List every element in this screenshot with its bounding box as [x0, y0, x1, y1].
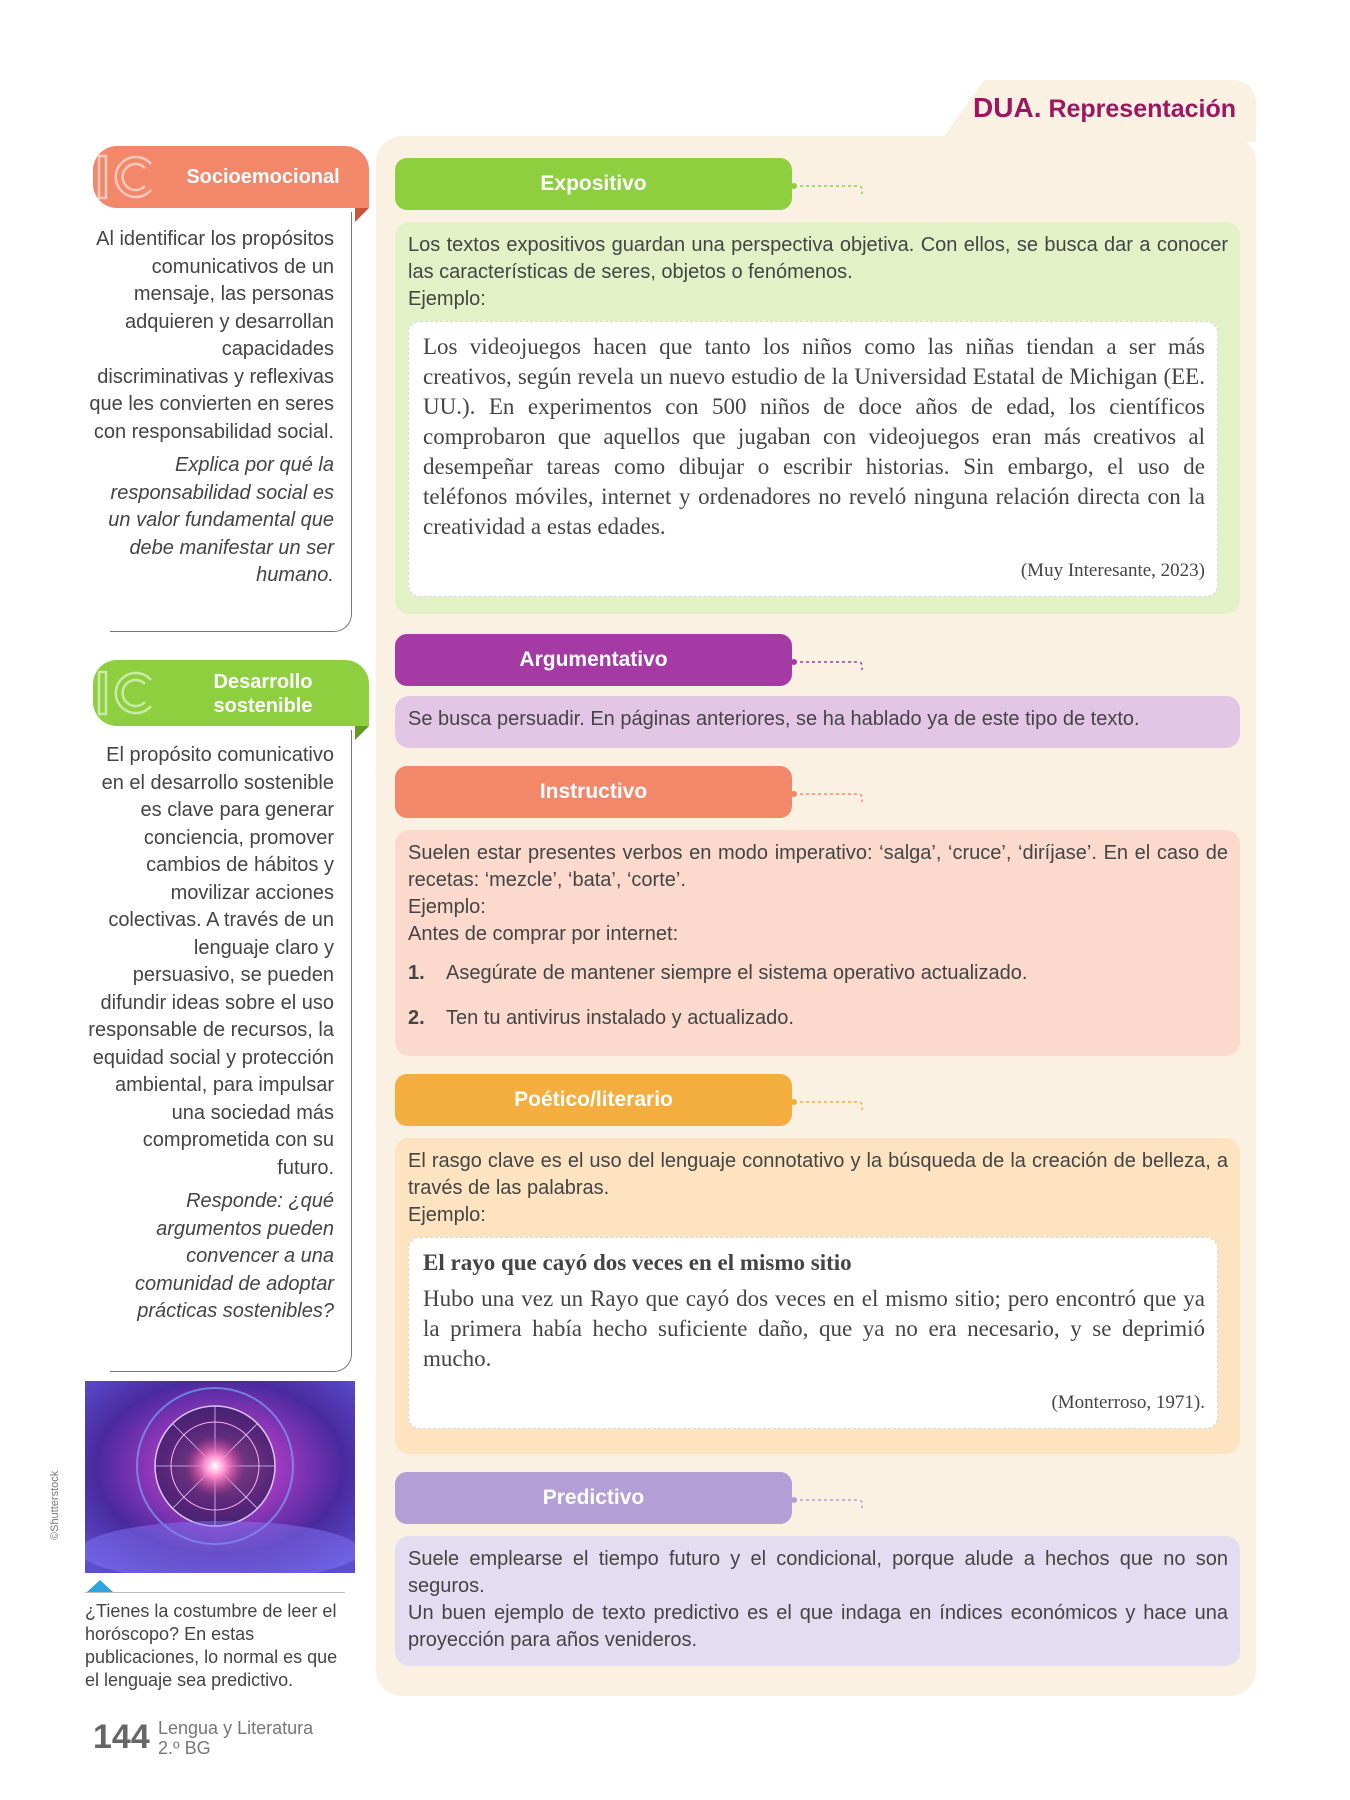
argumentativo-title: Argumentativo — [395, 634, 792, 686]
instructivo-steps — [408, 960, 1228, 1032]
badge-fold — [355, 208, 369, 222]
socioemocional-badge — [93, 146, 369, 208]
ic-logo-icon — [95, 664, 157, 722]
expositivo-title: Expositivo — [395, 158, 792, 210]
sostenible-title-line1: Desarrollo — [213, 671, 313, 693]
argumentativo-text: Se busca persuadir. En páginas anteriores, se ha hablado ya de este tipo de texto. — [408, 708, 1140, 730]
sostenible-text: El propósito comunicativo en el desarrollo sostenible es clave para generar conciencia, promover cambios de hábitos y movilizar acciones colectivas. A través de un lenguaje claro y persuasivo, se pueden difundir ideas sobre el uso responsable de recursos, la equidad social y protección ambiental, para impulsar una sociedad más comprometida con su futuro. — [88, 744, 334, 1179]
instructivo-intro: Antes de comprar por internet: — [408, 923, 679, 945]
caption-triangle-icon — [87, 1580, 113, 1592]
instructivo-box — [395, 830, 1240, 1056]
step-text: Ten tu antivirus instalado y actualizado. — [446, 1007, 794, 1029]
caption-divider — [85, 1592, 345, 1593]
expositivo-box — [395, 222, 1240, 614]
dua-label: DUA. — [973, 92, 1042, 123]
poetico-quote: Hubo una vez un Rayo que cayó dos veces en el mismo sitio; pero encontró que ya la primera había hecho suficiente daño, que ya no era necesario, y se deprimió mucho. — [423, 1286, 1205, 1371]
ic-logo-icon — [95, 150, 157, 204]
socioemocional-panel — [88, 226, 334, 590]
sostenible-question: Responde: ¿qué argumentos pueden convencer a una comunidad de adoptar prácticas sostenibles? — [134, 1190, 334, 1322]
horoscope-photo — [85, 1381, 355, 1573]
subject-name: Lengua y Literatura — [158, 1718, 314, 1738]
step-text: Asegúrate de mantener siempre el sistema operativo actualizado. — [446, 962, 1028, 984]
expositivo-quote-card — [408, 321, 1218, 597]
expositivo-connector — [792, 160, 864, 194]
poetico-example-label: Ejemplo: — [408, 1204, 486, 1226]
dua-heading — [973, 92, 1236, 124]
poetico-title: Poético/literario — [395, 1074, 792, 1126]
predictivo-text-2: Un buen ejemplo de texto predictivo es el que indaga en índices económicos y hace una proyección para años venideros. — [408, 1602, 1228, 1651]
poetico-quote-card — [408, 1237, 1218, 1429]
poetico-quote-title: El rayo que cayó dos veces en el mismo sitio — [423, 1250, 852, 1275]
instructivo-connector — [792, 768, 864, 802]
socioemocional-text: Al identificar los propósitos comunicativos de un mensaje, las personas adquieren y desarrollan capacidades discriminativas y reflexivas que les convierten en seres con responsabilidad social. — [89, 228, 334, 443]
sostenible-badge — [93, 660, 369, 726]
poetico-text: El rasgo clave es el uso del lenguaje connotativo y la búsqueda de la creación de belleza, a través de las palabras. — [408, 1150, 1228, 1199]
socioemocional-title: Socioemocional — [186, 166, 340, 188]
argumentativo-box — [395, 696, 1240, 748]
predictivo-box — [395, 1536, 1240, 1666]
argumentativo-connector — [792, 636, 864, 670]
sostenible-panel — [88, 742, 334, 1326]
badge-fold — [355, 726, 369, 740]
socioemocional-question: Explica por qué la responsabilidad social es un valor fundamental que debe manifestar un ser humano. — [108, 454, 334, 586]
expositivo-source: (Muy Interesante, 2023) — [1020, 560, 1205, 581]
step-number: 2. — [408, 1007, 425, 1029]
predictivo-text: Suele emplearse el tiempo futuro y el condicional, porque alude a hechos que no son seguros. — [408, 1548, 1228, 1597]
poetico-source: (Monterroso, 1971). — [1051, 1392, 1205, 1413]
step-number: 1. — [408, 962, 425, 984]
instructivo-text: Suelen estar presentes verbos en modo imperativo: ‘salga’, ‘cruce’, ‘diríjase’. En el caso de recetas: ‘mezcle’, ‘bata’, ‘corte’. — [408, 842, 1228, 891]
expositivo-example-label: Ejemplo: — [408, 288, 486, 310]
footer-subject — [158, 1718, 313, 1758]
expositivo-text: Los textos expositivos guardan una perspectiva objetiva. Con ellos, se busca dar a conocer las características de seres, objetos o fenómenos. — [408, 234, 1228, 283]
sostenible-title-line2: sostenible — [213, 695, 313, 717]
poetico-connector — [792, 1076, 864, 1110]
predictivo-title: Predictivo — [395, 1472, 792, 1524]
predictivo-connector — [792, 1474, 864, 1508]
subject-grade: 2.º BG — [158, 1738, 211, 1758]
page-number: 144 — [93, 1718, 150, 1756]
photo-caption: ¿Tienes la costumbre de leer el horóscopo? En estas publicaciones, lo normal es que el lenguaje sea predictivo. — [85, 1601, 338, 1690]
poetico-box — [395, 1138, 1240, 1454]
list-item — [408, 960, 1228, 987]
dua-section-label: Representación — [1048, 95, 1236, 123]
sostenible-title — [157, 670, 369, 718]
photo-credit: ©Shutterstock — [49, 1470, 61, 1540]
list-item — [408, 1005, 1228, 1032]
expositivo-quote: Los videojuegos hacen que tanto los niños como las niñas tiendan a ser más creativos, según revela un nuevo estudio de la Universidad Estatal de Michigan (EE. UU.). En experimentos con 500 niños de doce años de edad, los científicos comprobaron que aquellos que jugaban con videojuegos eran más creativos al desempeñar tareas como dibujar o escribir historias. Sin embargo, el uso de teléfonos móviles, internet y ordenadores no reveló ninguna relación directa con la creatividad a estas edades. — [423, 334, 1205, 539]
instructivo-example-label: Ejemplo: — [408, 896, 486, 918]
instructivo-title: Instructivo — [395, 766, 792, 818]
